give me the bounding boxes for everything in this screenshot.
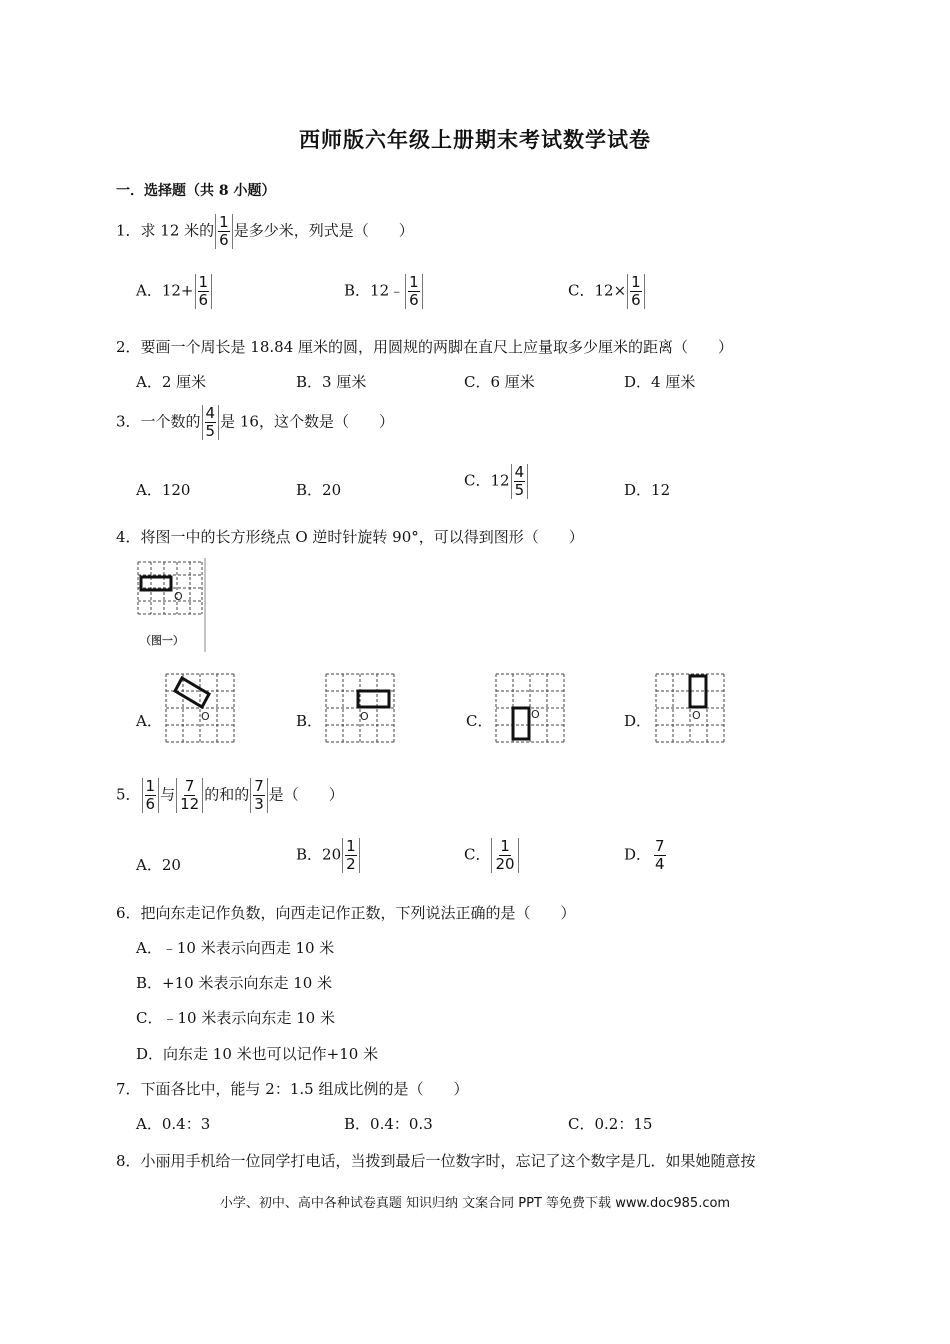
question-4: 4．将图一中的长方形绕点 O 逆时针旋转 90°，可以得到图形（ ） [116,528,584,546]
question-7: 7．下面各比中，能与 2：1.5 组成比例的是（ ） [116,1080,469,1098]
q2-option-a[interactable]: A．2 厘米 [136,373,207,391]
q4-option-b-figure[interactable] [322,670,398,746]
q1-stem-post: 是多少米，列式是（ ） [233,221,414,240]
q6-option-a[interactable]: A．﹣10 米表示向西走 10 米 [136,939,335,957]
q4-option-d[interactable]: D． [624,712,652,730]
q3-option-a[interactable]: A．120 [136,481,191,499]
figure-1-caption: （图一） [140,634,184,647]
page-footer: 小学、初中、高中各种试卷真题 知识归纳 文案合同 PPT 等免费下载 www.doc985.com [219,1196,731,1211]
question-5: 5． $\frac{1}{6}$ 与 $\frac{7}{12}$ 的和的 $\frac{7}{3}$ 是（ ） [116,777,344,813]
q4-option-a[interactable]: A． [136,712,162,730]
q1-stem-pre: 1．求 12 米的 [116,221,215,240]
q2-option-b[interactable]: B．3 厘米 [296,373,367,391]
page-title: 西师版六年级上册期末考试数学试卷 [299,127,651,152]
q2-option-d[interactable]: D．4 厘米 [624,373,696,391]
figure-1-point-label: O [174,590,183,603]
q1-option-a[interactable]: A．12+ $\frac{1}{6}$ [136,274,213,309]
question-3: 3．一个数的 $\frac{4}{5}$ 是 16，这个数是（ ） [116,404,394,440]
q6-option-c[interactable]: C．﹣10 米表示向东走 10 米 [136,1009,335,1027]
q5-option-b[interactable]: B．20 $\frac{1}{2}$ [296,838,361,873]
q3-fraction: $\frac{4}{5}$ [202,405,220,440]
q3-option-d[interactable]: D．12 [624,481,671,499]
svg-text:O: O [692,709,701,722]
q5-option-c[interactable]: C． $\frac{1}{20}$ [464,838,520,873]
svg-text:O: O [360,710,369,723]
svg-text:O: O [531,708,540,721]
q1-option-c[interactable]: C．12× $\frac{1}{6}$ [568,274,646,309]
q7-option-b[interactable]: B．0.4：0.3 [344,1115,433,1133]
q4-option-a-figure[interactable] [162,670,238,746]
q7-option-c[interactable]: C．0.2：15 [568,1115,653,1133]
q5-fraction-2: $\frac{7}{12}$ [176,778,203,813]
q4-option-b[interactable]: B． [296,712,323,730]
q5-fraction-1: $\frac{1}{6}$ [142,778,160,813]
q3-option-b[interactable]: B．20 [296,481,342,499]
q1-option-b[interactable]: B．12﹣ $\frac{1}{6}$ [344,274,424,309]
q6-option-b[interactable]: B．+10 米表示向东走 10 米 [136,974,333,992]
section-heading: 一．选择题（共 8 小题） [116,183,276,199]
question-2: 2．要画一个周长是 18.84 厘米的圆，用圆规的两脚在直尺上应量取多少厘米的距离（ ） [116,338,734,356]
question-6: 6．把向东走记作负数，向西走记作正数，下列说法正确的是（ ） [116,904,576,922]
svg-text:O: O [201,710,210,723]
q5-fraction-3: $\frac{7}{3}$ [250,778,268,813]
question-1 [116,214,414,249]
q4-option-c[interactable]: C． [466,712,493,730]
q4-option-c-figure[interactable] [492,670,568,746]
question-8: 8．小丽用手机给一位同学打电话，当拨到最后一位数字时，忘记了这个数字是几．如果她随意按 [116,1152,756,1170]
q4-option-d-figure[interactable] [652,670,728,746]
q5-option-d[interactable]: D． $\frac{7}{4}$ [624,837,665,873]
q3-option-c[interactable]: C．12 $\frac{4}{5}$ [464,464,529,499]
q6-option-d[interactable]: D．向东走 10 米也可以记作+10 米 [136,1045,379,1063]
q5-option-a[interactable]: A．20 [136,856,181,874]
figure-1 [134,558,208,652]
q7-option-a[interactable]: A．0.4：3 [136,1115,211,1133]
q2-option-c[interactable]: C．6 厘米 [464,373,535,391]
q1-fraction: $\frac{1}{6}$ [215,214,233,249]
